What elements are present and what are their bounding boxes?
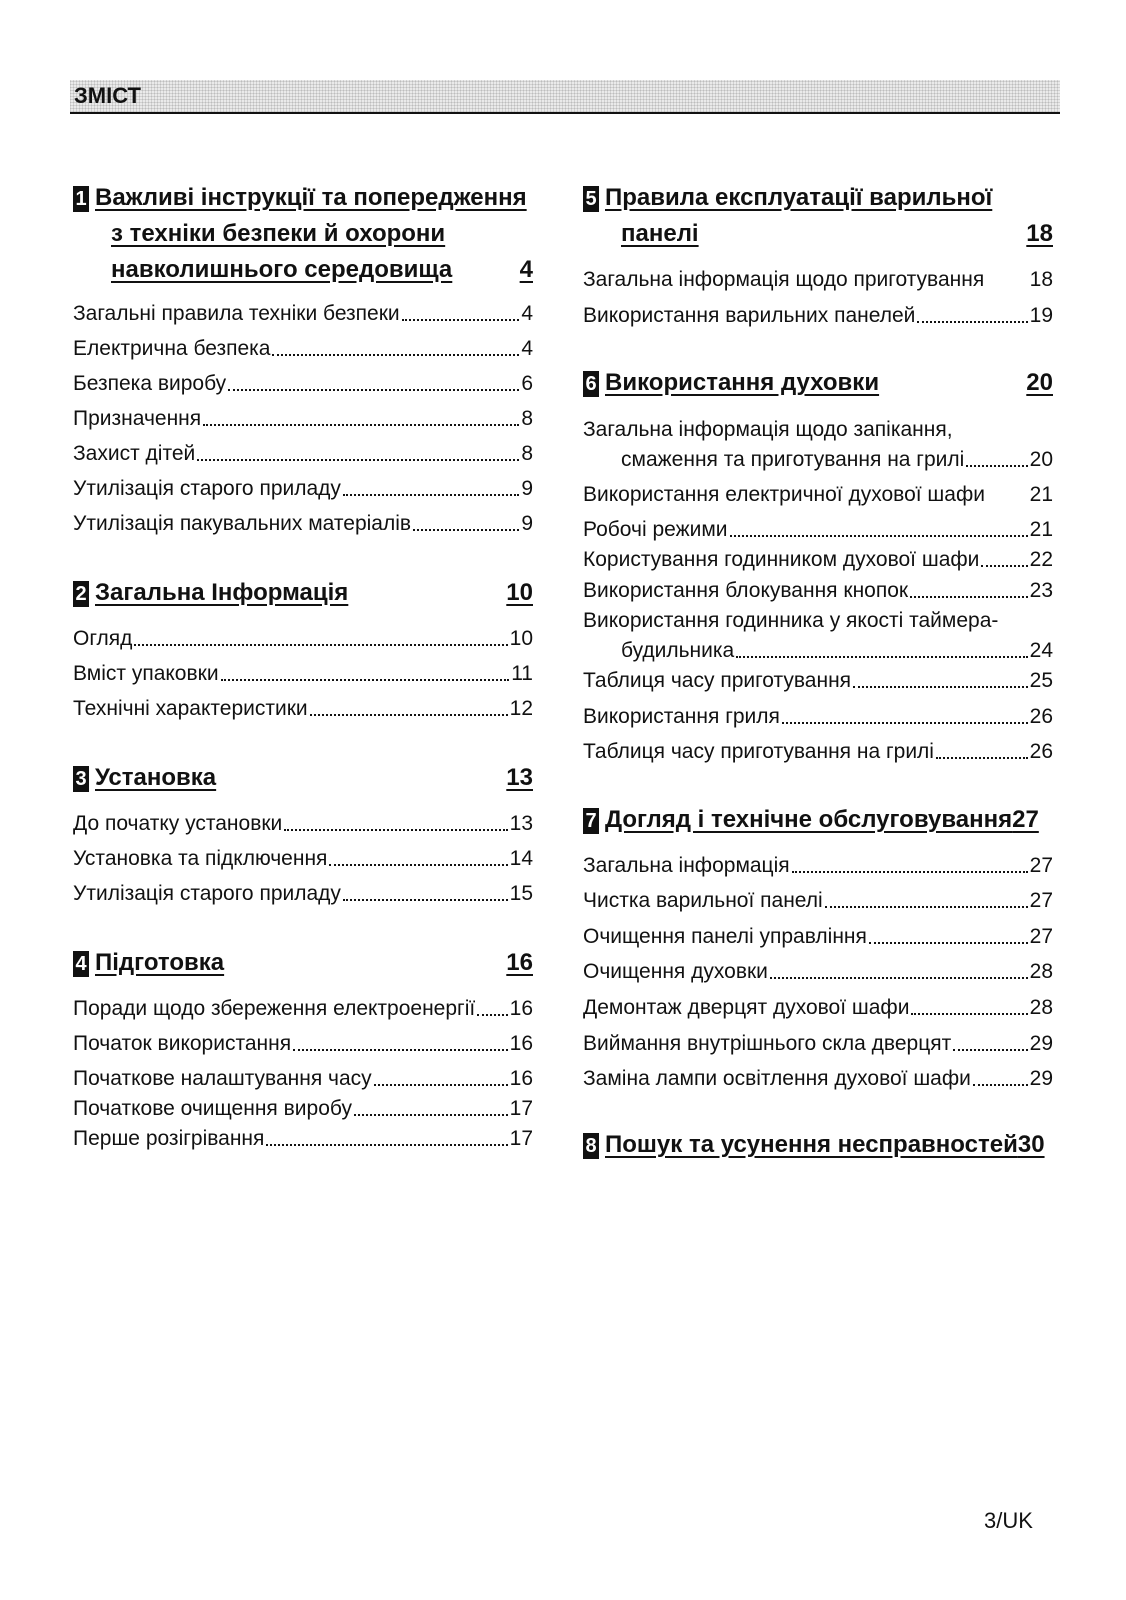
entry-page: 4	[521, 337, 533, 360]
entry-title: Використання годинника у якості таймера-	[583, 609, 999, 632]
entry-title: Таблиця часу приготування	[583, 669, 852, 692]
entry-title: Установка та підключення	[73, 847, 328, 870]
entry-title: Використання електричної духової шафи	[583, 483, 985, 506]
entry-title: Загальні правила техніки безпеки	[73, 302, 400, 325]
toc-entry[interactable]	[583, 887, 1053, 915]
header-bar	[70, 80, 1060, 114]
toc-entry[interactable]	[73, 695, 533, 723]
toc-entry[interactable]	[583, 302, 1053, 330]
toc-section-1[interactable]	[73, 180, 533, 288]
page-title: ЗМІСТ	[74, 83, 141, 108]
section-page: 18	[1026, 220, 1053, 247]
entry-page: 17	[509, 1127, 533, 1150]
section-title-line: навколишнього середовища	[111, 256, 453, 283]
entry-title: будильника	[621, 639, 735, 662]
entry-title: Використання гриля	[583, 705, 780, 728]
entry-page: 16	[509, 1032, 533, 1055]
entry-page: 4	[521, 302, 533, 325]
toc-entry[interactable]	[583, 667, 1053, 695]
entry-page: 21	[1029, 483, 1053, 506]
entry-page: 13	[509, 812, 533, 835]
entry-page: 25	[1029, 669, 1053, 692]
entry-page: 27	[1029, 854, 1053, 877]
toc-entry[interactable]	[583, 637, 1053, 665]
toc-section-8[interactable]	[583, 1127, 1053, 1163]
section-title: Загальна Інформація	[95, 579, 349, 606]
section-number: 4	[73, 951, 89, 977]
entry-title: Вміст упаковки	[73, 662, 219, 685]
section-number: 2	[73, 581, 89, 607]
toc-entry[interactable]	[583, 446, 1053, 474]
section-page: 13	[506, 764, 533, 791]
toc-entry[interactable]	[583, 738, 1053, 766]
toc-entry[interactable]	[73, 995, 533, 1023]
entry-page: 26	[1029, 705, 1053, 728]
section-title: Установка	[95, 764, 217, 791]
entry-page: 6	[521, 372, 533, 395]
toc-entry[interactable]	[583, 994, 1053, 1022]
entry-title: Очищення духовки	[583, 960, 768, 983]
entry-page: 28	[1029, 996, 1053, 1019]
toc-entry[interactable]	[73, 660, 533, 688]
section-title-line: Правила експлуатації варильної	[605, 184, 993, 211]
toc-entry[interactable]	[73, 475, 533, 503]
entry-title: До початку установки	[73, 812, 283, 835]
section-page: 27	[1012, 806, 1039, 833]
section-number: 1	[73, 186, 89, 212]
entry-page: 14	[509, 847, 533, 870]
entry-page: 16	[509, 997, 533, 1020]
entry-page: 16	[509, 1067, 533, 1090]
entry-title: Демонтаж дверцят духової шафи	[583, 996, 910, 1019]
entry-page: 12	[509, 697, 533, 720]
entry-title: Початкове очищення виробу	[73, 1097, 352, 1120]
section-page: 10	[506, 579, 533, 606]
entry-title: Технічні характеристики	[73, 697, 308, 720]
entry-title: Безпека виробу	[73, 372, 227, 395]
section-title: Використання духовки	[605, 369, 880, 396]
entry-page: 23	[1029, 579, 1053, 602]
toc-section-2[interactable]	[73, 575, 533, 611]
toc-entry[interactable]	[73, 405, 533, 433]
entry-page: 8	[521, 407, 533, 430]
toc-entry[interactable]	[583, 1065, 1053, 1093]
toc-entry[interactable]	[583, 852, 1053, 880]
toc-entry[interactable]	[73, 440, 533, 468]
toc-entry[interactable]	[73, 1125, 533, 1153]
entry-page: 28	[1029, 960, 1053, 983]
section-number: 8	[583, 1133, 599, 1159]
section-number: 5	[583, 186, 599, 212]
entry-title: Заміна лампи освітлення духової шафи	[583, 1067, 971, 1090]
entry-title: Захист дітей	[73, 442, 196, 465]
toc-entry[interactable]	[583, 481, 1053, 509]
toc-entry[interactable]	[73, 845, 533, 873]
entry-page: 15	[509, 882, 533, 905]
entry-page: 8	[521, 442, 533, 465]
section-page: 20	[1026, 369, 1053, 396]
entry-page: 9	[521, 477, 533, 500]
entry-page: 29	[1029, 1067, 1053, 1090]
entry-title: Виймання внутрішнього скла дверцят	[583, 1032, 952, 1055]
section-title-line: з техніки безпеки й охорони	[111, 220, 446, 247]
section-title: Догляд і технічне обслуговування	[605, 806, 1013, 833]
section-title-line: панелі	[621, 220, 699, 247]
entry-title: Очищення панелі управління	[583, 925, 867, 948]
entry-title: смаження та приготування на грилі	[621, 448, 965, 471]
toc-entry[interactable]	[583, 546, 1053, 574]
toc-section-4[interactable]	[73, 945, 533, 981]
toc-entry[interactable]	[583, 923, 1053, 951]
section-title: Пошук та усунення несправностей	[605, 1131, 1018, 1158]
entry-page: 22	[1029, 548, 1053, 571]
toc-section-3[interactable]	[73, 760, 533, 796]
entry-page: 26	[1029, 740, 1053, 763]
entry-title: Утилізація пакувальних матеріалів	[73, 512, 412, 535]
section-title-line: Важливі інструкції та попередження	[95, 184, 527, 211]
section-number: 6	[583, 371, 599, 397]
toc-entry[interactable]	[583, 703, 1053, 731]
section-number: 7	[583, 808, 599, 834]
entry-page: 21	[1029, 518, 1053, 541]
entry-title: Загальна інформація	[583, 854, 790, 877]
toc-entry[interactable]	[73, 1030, 533, 1058]
toc-entry[interactable]	[583, 266, 1053, 294]
entry-page: 20	[1029, 448, 1053, 471]
toc-entry[interactable]	[583, 958, 1053, 986]
toc-section-5[interactable]	[583, 180, 1053, 252]
entry-title: Початок використання	[73, 1032, 292, 1055]
section-page: 4	[519, 256, 533, 283]
entry-title: Призначення	[73, 407, 202, 430]
entry-title: Утилізація старого приладу	[73, 477, 341, 500]
toc-entry[interactable]	[73, 370, 533, 398]
toc-entry[interactable]	[73, 335, 533, 363]
entry-title: Огляд	[73, 627, 133, 650]
section-number: 3	[73, 766, 89, 792]
entry-page: 19	[1029, 304, 1053, 327]
toc-entry[interactable]	[583, 516, 1053, 544]
entry-page: 11	[511, 662, 533, 685]
entry-page: 18	[1029, 268, 1053, 291]
toc-entry[interactable]	[73, 1095, 533, 1123]
entry-title: Загальна інформація щодо приготування	[583, 268, 985, 291]
entry-title: Початкове налаштування часу	[73, 1067, 372, 1090]
section-page: 16	[506, 949, 533, 976]
toc-entry[interactable]	[73, 510, 533, 538]
entry-title: Використання варильних панелей	[583, 304, 916, 327]
toc-section-7[interactable]	[583, 802, 1053, 838]
entry-title: Робочі режими	[583, 518, 728, 541]
toc-entry[interactable]	[73, 625, 533, 653]
entry-page: 9	[521, 512, 533, 535]
page-number: 3/UK	[984, 1508, 1033, 1533]
toc-entry[interactable]	[583, 577, 1053, 605]
toc-entry[interactable]	[73, 810, 533, 838]
section-page: 30	[1017, 1131, 1045, 1158]
toc-entry[interactable]	[73, 880, 533, 908]
entry-page: 29	[1029, 1032, 1053, 1055]
toc-entry[interactable]	[583, 1030, 1053, 1058]
entry-page: 27	[1029, 925, 1053, 948]
entry-title: Перше розігрівання	[73, 1127, 265, 1150]
entry-title: Чистка варильної панелі	[583, 889, 823, 912]
entry-title: Таблиця часу приготування на грилі	[583, 740, 934, 763]
toc-entry[interactable]	[73, 1065, 533, 1093]
toc-entry[interactable]	[73, 300, 533, 328]
entry-page: 27	[1029, 889, 1053, 912]
entry-title: Користування годинником духової шафи	[583, 548, 980, 571]
toc-entry[interactable]	[583, 416, 1053, 444]
entry-title: Поради щодо збереження електроенергії	[73, 997, 476, 1020]
entry-page: 10	[509, 627, 533, 650]
entry-page: 17	[509, 1097, 533, 1120]
section-title: Підготовка	[95, 949, 225, 976]
toc-section-6[interactable]	[583, 365, 1053, 401]
toc-entry[interactable]	[583, 607, 1053, 635]
entry-page: 24	[1029, 639, 1053, 662]
entry-title: Утилізація старого приладу	[73, 882, 341, 905]
entry-title: Електрична безпека	[73, 337, 271, 360]
entry-title: Використання блокування кнопок	[583, 579, 909, 602]
entry-title: Загальна інформація щодо запікання,	[583, 418, 953, 441]
